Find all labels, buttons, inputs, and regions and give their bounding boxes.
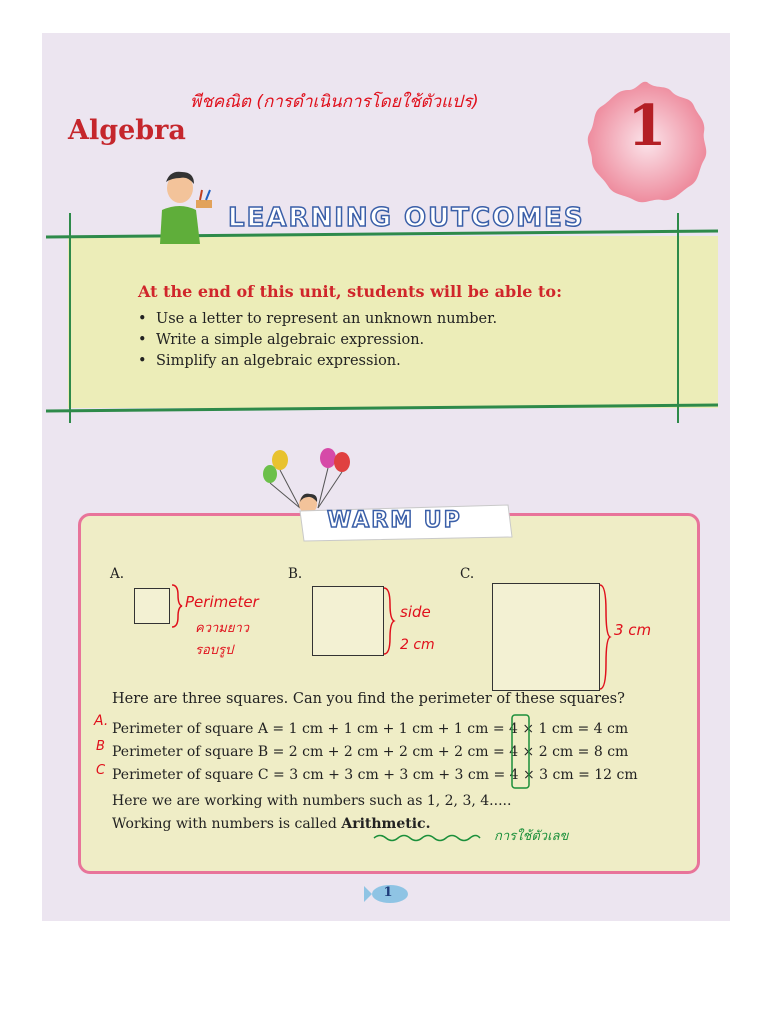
arithmetic-text [112, 816, 430, 832]
learning-outcomes-heading: LEARNING OUTCOMES [228, 203, 585, 233]
handwritten-top-note: พีชคณิต (การดำเนินการโดยใช้ตัวแปร) [190, 92, 479, 112]
handwritten-row-b: B [96, 739, 105, 754]
perimeter-line-c: Perimeter of square C = 3 cm + 3 cm + 3 cm + 3 cm = 4 × 3 cm = 12 cm [112, 767, 638, 783]
handwritten-length: ความยาว [195, 621, 250, 636]
brace-icon [170, 583, 184, 629]
square-c [492, 583, 600, 691]
perimeter-line-b: Perimeter of square B = 2 cm + 2 cm + 2 cm + 2 cm = 4 × 2 cm = 8 cm [112, 744, 629, 760]
boy-illustration-icon [150, 166, 220, 246]
handwritten-row-a: A. [94, 713, 109, 729]
list-item: • Write a simple algebraic expression. [138, 330, 497, 351]
warm-up-heading: WARM UP [327, 508, 462, 533]
warm-up-question: Here are three squares. Can you find the perimeter of these squares? [112, 691, 625, 707]
outcomes-list [138, 309, 497, 372]
list-item: • Simplify an algebraic expression. [138, 351, 497, 372]
square-b [312, 586, 384, 656]
outcomes-intro: At the end of this unit, students will be able to: [138, 282, 562, 301]
squiggle-underline-icon [372, 833, 482, 843]
square-label-b: B. [288, 566, 303, 582]
brace-icon [382, 586, 396, 656]
handwritten-arith-note: การใช้ตัวเลข [494, 829, 569, 844]
handwritten-side-length: 2 cm [400, 637, 435, 653]
textbook-page [42, 33, 730, 921]
brace-icon [598, 583, 612, 691]
handwritten-around: รอบรูป [195, 643, 234, 658]
square-a [134, 588, 170, 624]
handwritten-perimeter: Perimeter [185, 593, 259, 611]
page-number: 1 [383, 885, 393, 900]
chapter-title: Algebra [68, 115, 186, 146]
numbers-text: Here we are working with numbers such as 1, 2, 3, 4..... [112, 793, 512, 809]
handwritten-row-c: C [96, 763, 106, 778]
square-label-a: A. [110, 566, 125, 582]
list-item: • Use a letter to represent an unknown number. [138, 309, 497, 330]
arithmetic-word: Arithmetic. [341, 816, 431, 832]
square-label-c: C. [460, 566, 475, 582]
handwritten-c-side: 3 cm [614, 621, 652, 639]
arithmetic-prefix: Working with numbers is called [112, 816, 342, 832]
perimeter-line-a: Perimeter of square A = 1 cm + 1 cm + 1 cm + 1 cm = 4 × 1 cm = 4 cm [112, 721, 629, 737]
highlight-box-icon [510, 713, 532, 791]
handwritten-side: side [400, 603, 431, 621]
chapter-number: 1 [627, 93, 667, 159]
